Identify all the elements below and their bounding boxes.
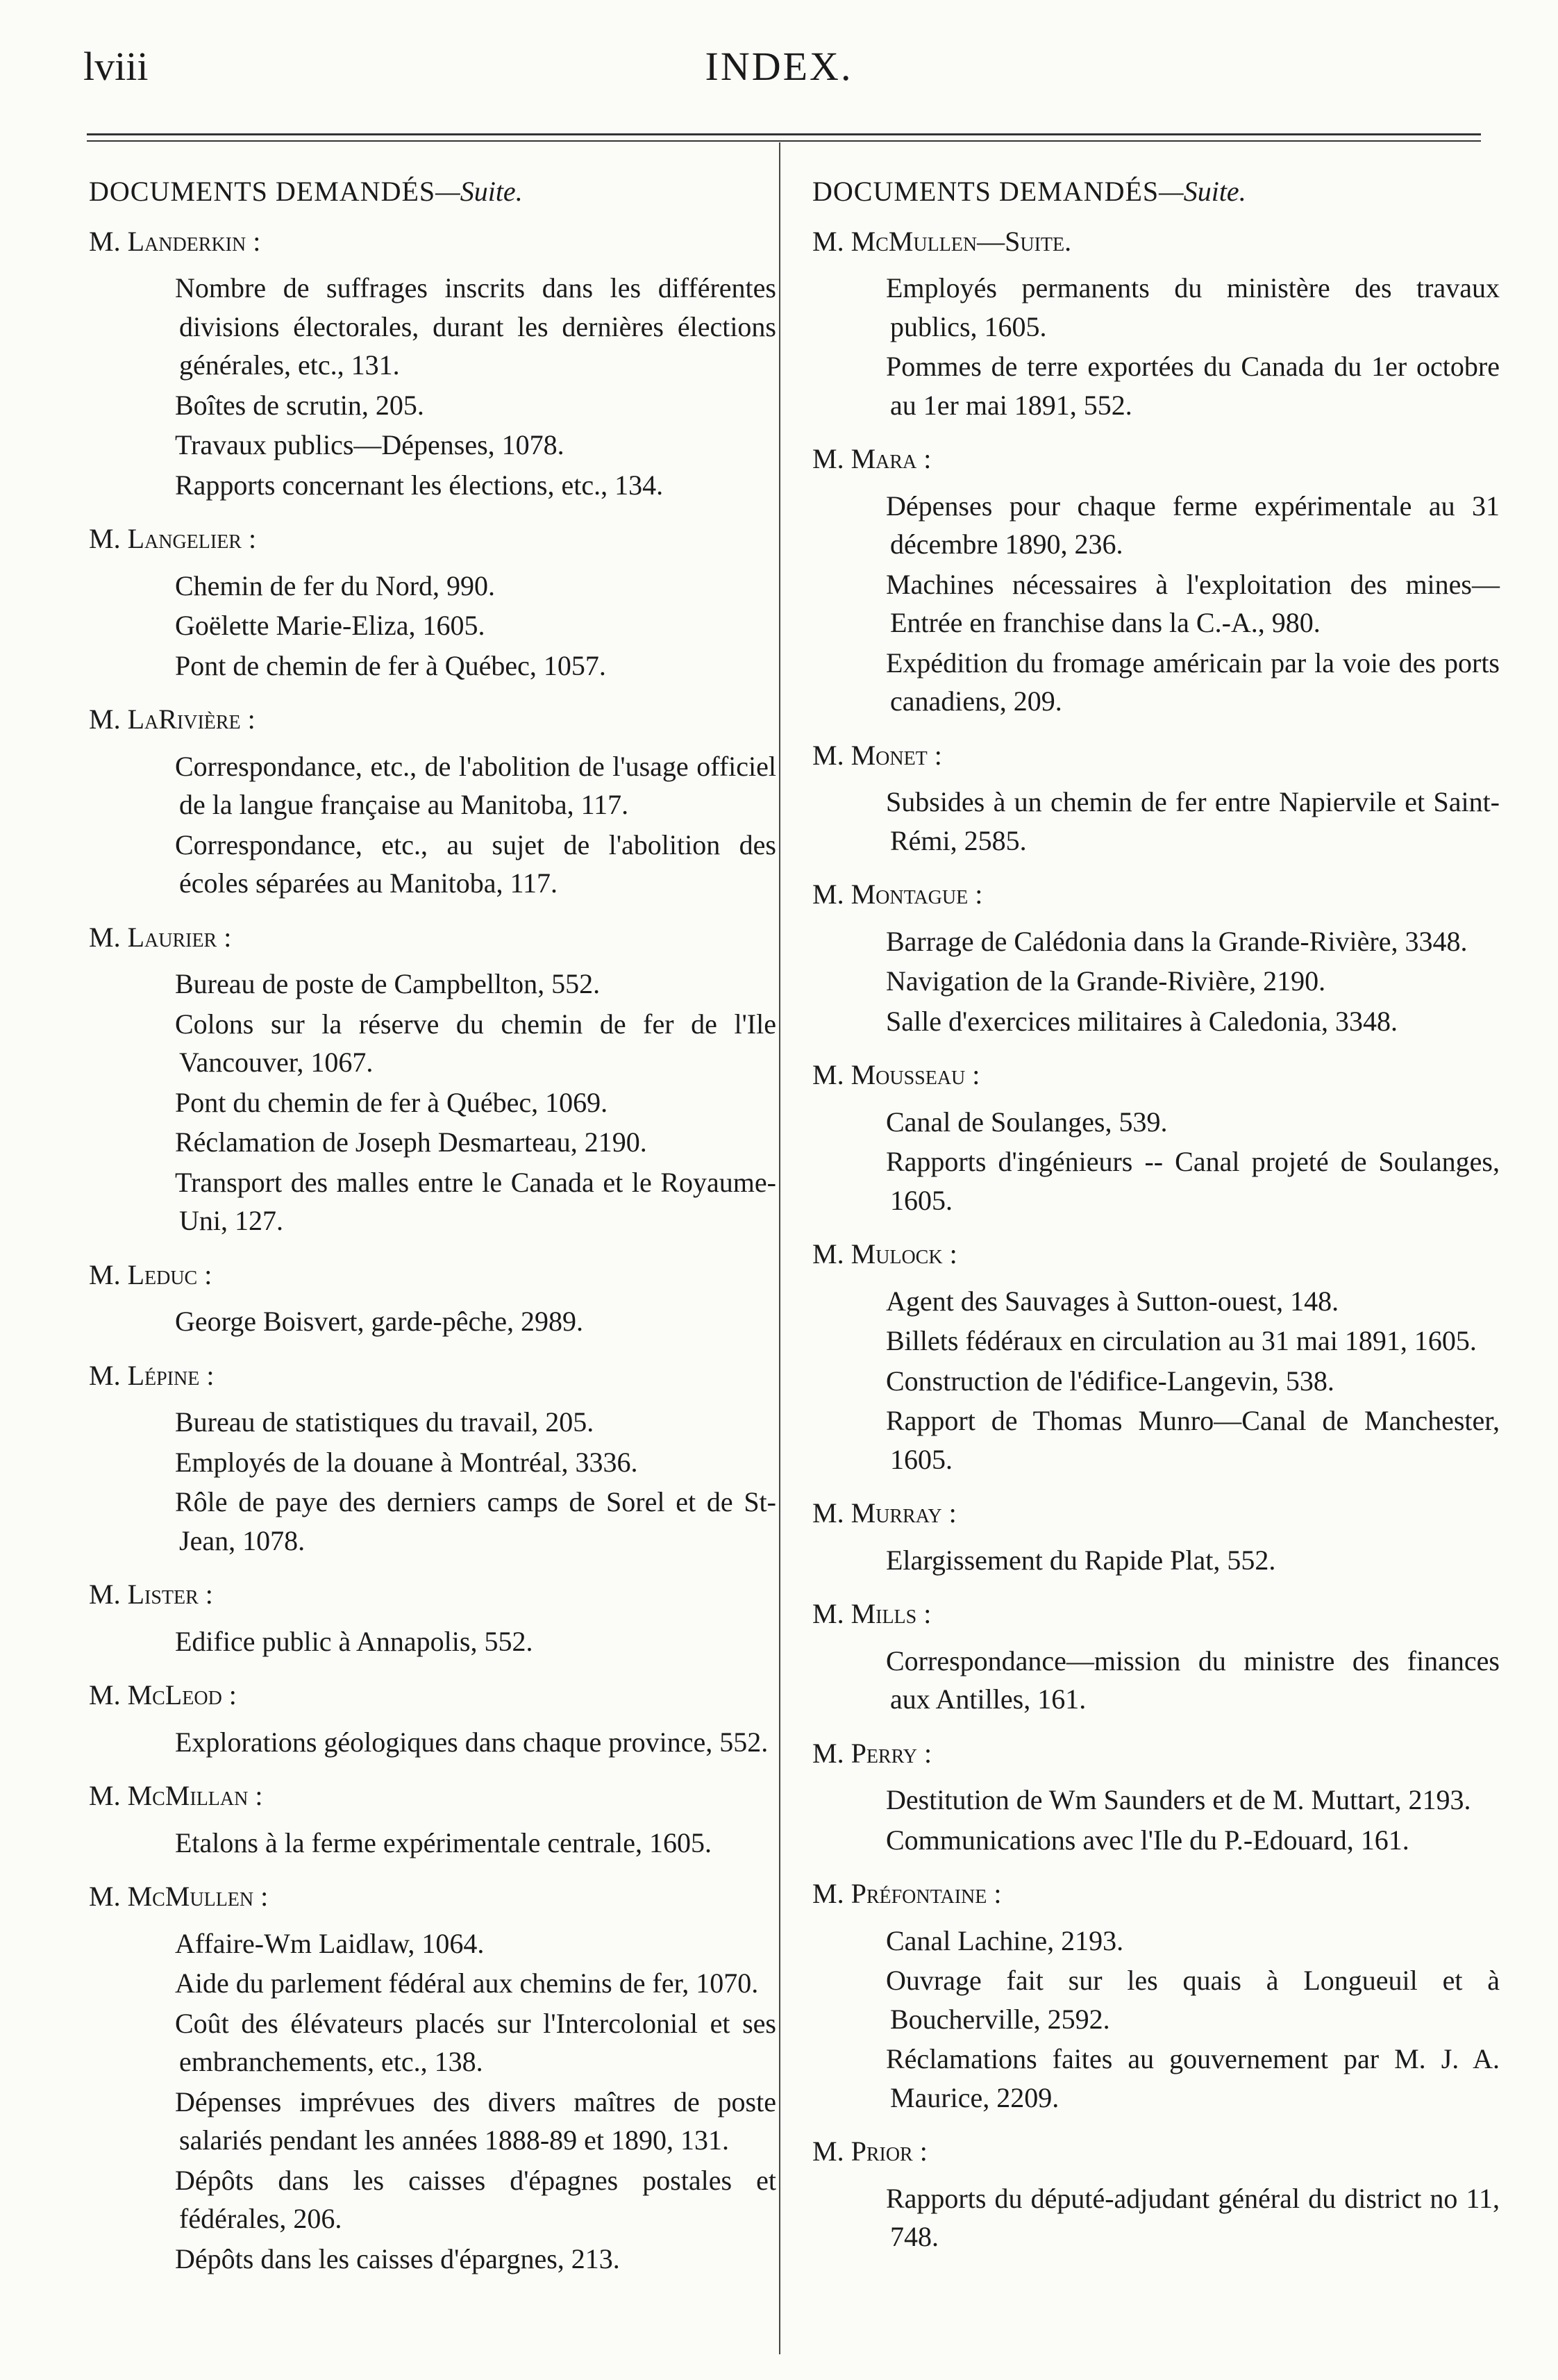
index-entry: Barrage de Calédonia dans la Grande-Rivière, 3348. bbox=[886, 925, 1468, 957]
person-heading bbox=[812, 875, 1500, 914]
person-name: M. Lépine : bbox=[89, 1359, 215, 1391]
person-heading bbox=[89, 1776, 776, 1815]
index-entry: Dépôts dans les caisses d'épagnes postales et fédérales, 206. bbox=[175, 2164, 776, 2234]
index-entry: Réclamation de Joseph Desmarteau, 2190. bbox=[175, 1126, 647, 1158]
person-name: M. Prior : bbox=[812, 2136, 928, 2167]
index-entry: Destitution de Wm Saunders et de M. Muttart, 2193. bbox=[886, 1784, 1471, 1815]
index-entry: Dépôts dans les caisses d'épargnes, 213. bbox=[175, 2242, 620, 2274]
index-entry: Boîtes de scrutin, 205. bbox=[175, 389, 424, 421]
page-number: lviii bbox=[83, 44, 149, 89]
person-heading bbox=[812, 440, 1500, 479]
person-name: M. Montague : bbox=[812, 879, 983, 910]
index-entry: Bureau de statistiques du travail, 205. bbox=[175, 1406, 594, 1438]
section-heading: DOCUMENTS DEMANDÉS—Suite. bbox=[89, 176, 523, 207]
person-name: M. Mousseau : bbox=[812, 1059, 980, 1090]
person-name: M. Laurier : bbox=[89, 921, 232, 953]
person-heading bbox=[812, 1056, 1500, 1095]
person-name: M. Perry : bbox=[812, 1737, 932, 1769]
index-entry: Rapport de Thomas Munro—Canal de Manchester, 1605. bbox=[886, 1405, 1500, 1475]
index-entry: Correspondance—mission du ministre des finances aux Antilles, 161. bbox=[886, 1645, 1500, 1715]
index-entry: Réclamations faites au gouvernement par M. J. A. Maurice, 2209. bbox=[886, 2043, 1500, 2113]
person-name: M. Préfontaine : bbox=[812, 1878, 1002, 1909]
right-column bbox=[812, 172, 1500, 2256]
person-heading bbox=[89, 1575, 776, 1614]
person-heading bbox=[812, 1595, 1500, 1633]
index-entry: Canal Lachine, 2193. bbox=[886, 1924, 1124, 1956]
index-entry: Employés permanents du ministère des travaux publics, 1605. bbox=[886, 272, 1500, 342]
person-name: M. LaRivière : bbox=[89, 704, 256, 735]
index-entry: Canal de Soulanges, 539. bbox=[886, 1106, 1168, 1138]
index-entry: Rôle de paye des derniers camps de Sorel et de St-Jean, 1078. bbox=[175, 1486, 776, 1556]
index-entry: Rapports concernant les élections, etc., 134. bbox=[175, 469, 664, 501]
person-heading bbox=[89, 519, 776, 558]
person-heading bbox=[812, 1734, 1500, 1773]
index-entry: Agent des Sauvages à Sutton-ouest, 148. bbox=[886, 1285, 1339, 1317]
person-heading bbox=[812, 736, 1500, 775]
person-name: M. McMullen—Suite. bbox=[812, 225, 1072, 257]
index-entry: Dépenses imprévues des divers maîtres de poste salariés pendant les années 1888-89 et 1890, 131. bbox=[175, 2086, 776, 2156]
left-column bbox=[89, 172, 776, 2278]
index-entry: Navigation de la Grande-Rivière, 2190. bbox=[886, 965, 1326, 997]
index-entry: Explorations géologiques dans chaque province, 552. bbox=[175, 1726, 769, 1758]
index-entry: Nombre de suffrages inscrits dans les différentes divisions électorales, durant les dernières élections générales, etc., 131. bbox=[175, 272, 776, 381]
index-entry: Edifice public à Annapolis, 552. bbox=[175, 1625, 533, 1657]
header-rule-top bbox=[87, 133, 1481, 135]
index-entry: Pont du chemin de fer à Québec, 1069. bbox=[175, 1086, 608, 1118]
index-entry: Chemin de fer du Nord, 990. bbox=[175, 569, 496, 601]
person-heading bbox=[89, 1877, 776, 1916]
person-list bbox=[89, 222, 776, 2279]
index-entry: Aide du parlement fédéral aux chemins de fer, 1070. bbox=[175, 1967, 759, 1999]
index-entry: Construction de l'édifice-Langevin, 538. bbox=[886, 1365, 1334, 1397]
index-entry: Ouvrage fait sur les quais à Longueuil et à Boucherville, 2592. bbox=[886, 1965, 1500, 2035]
index-entry: Elargissement du Rapide Plat, 552. bbox=[886, 1544, 1276, 1576]
person-heading bbox=[812, 1874, 1500, 1913]
index-entry: Billets fédéraux en circulation au 31 mai 1891, 1605. bbox=[886, 1325, 1477, 1356]
index-entry: Communications avec l'Ile du P.-Edouard, 161. bbox=[886, 1824, 1409, 1856]
index-entry: Coût des élévateurs placés sur l'Intercolonial et ses embranchements, etc., 138. bbox=[175, 2007, 776, 2077]
index-entry: Pont de chemin de fer à Québec, 1057. bbox=[175, 649, 606, 681]
index-entry: Subsides à un chemin de fer entre Napiervile et Saint-Rémi, 2585. bbox=[886, 786, 1500, 856]
person-heading bbox=[89, 1256, 776, 1295]
person-name: M. Leduc : bbox=[89, 1258, 212, 1290]
index-entry: Colons sur la réserve du chemin de fer de l'Ile Vancouver, 1067. bbox=[175, 1008, 776, 1078]
person-name: M. Mara : bbox=[812, 443, 932, 474]
index-entry: Correspondance, etc., de l'abolition de l'usage officiel de la langue française au Manitoba, 117. bbox=[175, 750, 776, 820]
person-name: M. McLeod : bbox=[89, 1679, 237, 1711]
person-heading bbox=[812, 1235, 1500, 1274]
person-heading bbox=[89, 918, 776, 957]
page-header bbox=[0, 43, 1558, 106]
person-name: M. Mulock : bbox=[812, 1238, 957, 1270]
index-entry: Transport des malles entre le Canada et le Royaume-Uni, 127. bbox=[175, 1166, 776, 1236]
index-entry: Pommes de terre exportées du Canada du 1er octobre au 1er mai 1891, 552. bbox=[886, 351, 1500, 421]
header-rule-bottom bbox=[87, 140, 1481, 142]
index-entry: Dépenses pour chaque ferme expérimentale au 31 décembre 1890, 236. bbox=[886, 490, 1500, 560]
person-name: M. McMullen : bbox=[89, 1881, 269, 1912]
index-entry: Machines nécessaires à l'exploitation des mines—Entrée en franchise dans la C.-A., 980. bbox=[886, 568, 1500, 638]
page-title: INDEX. bbox=[705, 44, 853, 89]
index-entry: Expédition du fromage américain par la voie des ports canadiens, 209. bbox=[886, 647, 1500, 717]
person-heading bbox=[89, 700, 776, 739]
person-heading bbox=[89, 222, 776, 261]
index-entry: Etalons à la ferme expérimentale centrale, 1605. bbox=[175, 1826, 712, 1858]
person-heading bbox=[812, 222, 1500, 261]
section-heading: DOCUMENTS DEMANDÉS—Suite. bbox=[812, 176, 1246, 207]
index-entry: Bureau de poste de Campbellton, 552. bbox=[175, 968, 601, 999]
person-heading bbox=[812, 1494, 1500, 1533]
person-name: M. Mills : bbox=[812, 1598, 932, 1629]
index-entry: Travaux publics—Dépenses, 1078. bbox=[175, 429, 564, 460]
person-name: M. Monet : bbox=[812, 739, 942, 771]
person-name: M. Landerkin : bbox=[89, 225, 261, 257]
index-entry: Rapports d'ingénieurs -- Canal projeté de Soulanges, 1605. bbox=[886, 1146, 1500, 1216]
person-name: M. McMillan : bbox=[89, 1780, 263, 1811]
person-name: M. Langelier : bbox=[89, 523, 257, 554]
index-entry: Affaire-Wm Laidlaw, 1064. bbox=[175, 1927, 485, 1959]
person-heading bbox=[812, 2132, 1500, 2171]
index-entry: Rapports du député-adjudant général du district no 11, 748. bbox=[886, 2182, 1500, 2252]
index-entry: Employés de la douane à Montréal, 3336. bbox=[175, 1446, 638, 1478]
person-name: M. Murray : bbox=[812, 1497, 957, 1529]
person-list bbox=[812, 222, 1500, 2256]
person-heading bbox=[89, 1676, 776, 1715]
index-entry: Goëlette Marie-Eliza, 1605. bbox=[175, 610, 485, 641]
index-entry: Correspondance, etc., au sujet de l'abolition des écoles séparées au Manitoba, 117. bbox=[175, 829, 776, 899]
index-entry: George Boisvert, garde-pêche, 2989. bbox=[175, 1306, 583, 1337]
person-name: M. Lister : bbox=[89, 1579, 213, 1610]
person-heading bbox=[89, 1356, 776, 1395]
index-entry: Salle d'exercices militaires à Caledonia, 3348. bbox=[886, 1005, 1398, 1037]
column-divider bbox=[779, 142, 780, 2354]
